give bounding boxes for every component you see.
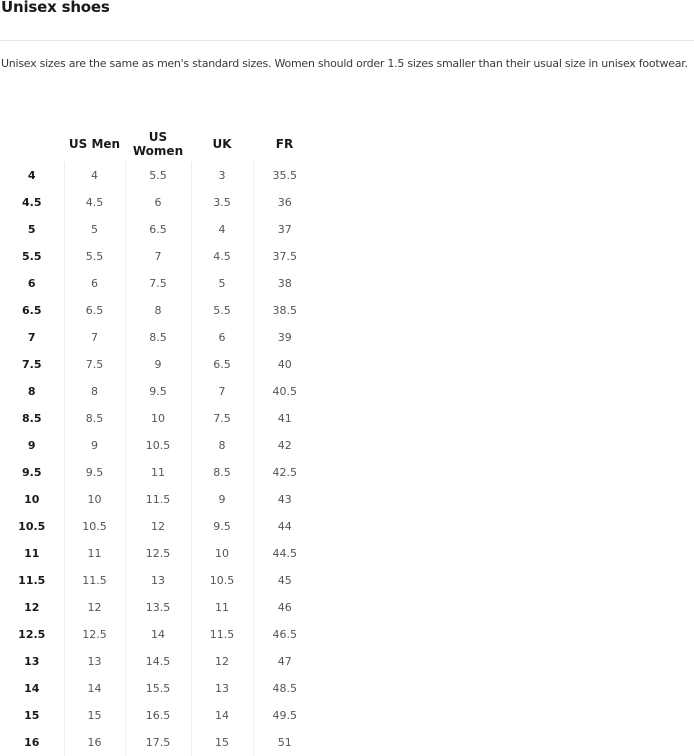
row-size-label: 8 xyxy=(27,385,36,398)
cell-uk: 12 xyxy=(191,648,253,675)
table-row xyxy=(0,459,316,486)
cell-us-men: 11 xyxy=(64,540,125,567)
header-fr: FR xyxy=(275,136,294,151)
cell-fr: 49.5 xyxy=(253,702,316,729)
cell-fr: 41 xyxy=(253,405,316,432)
row-size-label: 13 xyxy=(24,655,40,668)
cell-fr: 46.5 xyxy=(253,621,316,648)
cell-fr: 51 xyxy=(253,729,316,756)
row-size-label: 4 xyxy=(27,169,36,182)
cell-fr: 39 xyxy=(253,324,316,351)
table-row xyxy=(0,594,316,621)
row-size-label: 6 xyxy=(27,277,36,290)
row-size-label: 6.5 xyxy=(22,304,42,317)
cell-us-women: 9.5 xyxy=(125,378,191,405)
cell-us-women: 8.5 xyxy=(125,324,191,351)
row-size-label: 8.5 xyxy=(22,412,42,425)
cell-us-women: 8 xyxy=(125,297,191,324)
cell-fr: 37.5 xyxy=(253,243,316,270)
cell-fr: 35.5 xyxy=(253,162,316,189)
table-row xyxy=(0,540,316,567)
row-size-label: 14 xyxy=(24,682,40,695)
cell-us-women: 5.5 xyxy=(125,162,191,189)
cell-uk: 8 xyxy=(191,432,253,459)
cell-uk: 5 xyxy=(191,270,253,297)
cell-fr: 40.5 xyxy=(253,378,316,405)
cell-fr: 48.5 xyxy=(253,675,316,702)
row-size-label: 16 xyxy=(24,736,40,749)
cell-us-men: 10 xyxy=(64,486,125,513)
cell-us-women: 14 xyxy=(125,621,191,648)
cell-us-men: 7 xyxy=(64,324,125,351)
cell-fr: 44.5 xyxy=(253,540,316,567)
table-row xyxy=(0,324,316,351)
row-size-label: 11 xyxy=(24,547,40,560)
cell-us-men: 11.5 xyxy=(64,567,125,594)
cell-us-men: 15 xyxy=(64,702,125,729)
cell-uk: 9 xyxy=(191,486,253,513)
table-row xyxy=(0,648,316,675)
cell-uk: 6 xyxy=(191,324,253,351)
cell-us-women: 12 xyxy=(125,513,191,540)
cell-us-men: 5.5 xyxy=(64,243,125,270)
row-size-label: 5 xyxy=(27,223,36,236)
cell-uk: 10 xyxy=(191,540,253,567)
cell-us-women: 16.5 xyxy=(125,702,191,729)
header-uk: UK xyxy=(212,136,232,151)
cell-uk: 8.5 xyxy=(191,459,253,486)
row-size-label: 9.5 xyxy=(22,466,42,479)
row-size-label: 12 xyxy=(24,601,40,614)
cell-uk: 15 xyxy=(191,729,253,756)
header-us-men: US Men xyxy=(68,136,121,151)
cell-uk: 11.5 xyxy=(191,621,253,648)
cell-us-women: 12.5 xyxy=(125,540,191,567)
table-row xyxy=(0,513,316,540)
size-table xyxy=(0,125,316,756)
cell-us-women: 10 xyxy=(125,405,191,432)
cell-fr: 36 xyxy=(253,189,316,216)
table-row xyxy=(0,675,316,702)
cell-uk: 10.5 xyxy=(191,567,253,594)
cell-us-men: 4.5 xyxy=(64,189,125,216)
table-row xyxy=(0,243,316,270)
cell-us-men: 12.5 xyxy=(64,621,125,648)
table-row xyxy=(0,432,316,459)
cell-us-women: 14.5 xyxy=(125,648,191,675)
cell-us-women: 7.5 xyxy=(125,270,191,297)
row-size-label: 5.5 xyxy=(22,250,42,263)
cell-fr: 37 xyxy=(253,216,316,243)
cell-fr: 38 xyxy=(253,270,316,297)
table-row xyxy=(0,702,316,729)
cell-us-men: 8.5 xyxy=(64,405,125,432)
cell-us-women: 13.5 xyxy=(125,594,191,621)
table-row xyxy=(0,297,316,324)
cell-us-men: 7.5 xyxy=(64,351,125,378)
cell-fr: 45 xyxy=(253,567,316,594)
cell-uk: 13 xyxy=(191,675,253,702)
cell-us-women: 10.5 xyxy=(125,432,191,459)
cell-uk: 4.5 xyxy=(191,243,253,270)
cell-fr: 47 xyxy=(253,648,316,675)
row-size-label: 10.5 xyxy=(18,520,46,533)
cell-us-men: 16 xyxy=(64,729,125,756)
table-row xyxy=(0,351,316,378)
page-title: Unisex shoes xyxy=(1,0,110,16)
cell-uk: 7.5 xyxy=(191,405,253,432)
cell-us-women: 9 xyxy=(125,351,191,378)
cell-uk: 3.5 xyxy=(191,189,253,216)
cell-us-men: 14 xyxy=(64,675,125,702)
cell-uk: 7 xyxy=(191,378,253,405)
size-note: Unisex sizes are the same as men's standard sizes. Women should order 1.5 sizes smaller than their usual size in unisex footwear. xyxy=(1,57,688,70)
table-row xyxy=(0,378,316,405)
cell-us-men: 9 xyxy=(64,432,125,459)
row-size-label: 15 xyxy=(24,709,40,722)
cell-uk: 4 xyxy=(191,216,253,243)
table-row xyxy=(0,270,316,297)
cell-fr: 44 xyxy=(253,513,316,540)
row-size-label: 12.5 xyxy=(18,628,46,641)
table-row xyxy=(0,621,316,648)
cell-us-women: 7 xyxy=(125,243,191,270)
cell-us-men: 6.5 xyxy=(64,297,125,324)
table-row xyxy=(0,567,316,594)
table-row xyxy=(0,486,316,513)
cell-us-men: 12 xyxy=(64,594,125,621)
row-size-label: 10 xyxy=(24,493,40,506)
cell-fr: 42 xyxy=(253,432,316,459)
cell-us-women: 6.5 xyxy=(125,216,191,243)
table-row xyxy=(0,405,316,432)
cell-us-men: 8 xyxy=(64,378,125,405)
cell-us-men: 13 xyxy=(64,648,125,675)
table-row xyxy=(0,189,316,216)
cell-uk: 14 xyxy=(191,702,253,729)
cell-uk: 6.5 xyxy=(191,351,253,378)
cell-us-women: 11 xyxy=(125,459,191,486)
cell-fr: 42.5 xyxy=(253,459,316,486)
table-header-row xyxy=(0,125,316,162)
cell-us-women: 11.5 xyxy=(125,486,191,513)
cell-fr: 46 xyxy=(253,594,316,621)
cell-us-men: 5 xyxy=(64,216,125,243)
cell-uk: 11 xyxy=(191,594,253,621)
cell-us-men: 4 xyxy=(64,162,125,189)
row-size-label: 7.5 xyxy=(22,358,42,371)
cell-us-men: 6 xyxy=(64,270,125,297)
cell-us-men: 9.5 xyxy=(64,459,125,486)
row-size-label: 7 xyxy=(27,331,36,344)
cell-uk: 5.5 xyxy=(191,297,253,324)
cell-us-women: 13 xyxy=(125,567,191,594)
row-size-label: 11.5 xyxy=(18,574,46,587)
row-size-label: 9 xyxy=(27,439,36,452)
header-us-women: US Women xyxy=(132,129,184,158)
cell-fr: 43 xyxy=(253,486,316,513)
table-row xyxy=(0,216,316,243)
cell-us-women: 17.5 xyxy=(125,729,191,756)
divider xyxy=(0,40,694,41)
cell-uk: 9.5 xyxy=(191,513,253,540)
table-row xyxy=(0,162,316,189)
cell-us-men: 10.5 xyxy=(64,513,125,540)
cell-fr: 38.5 xyxy=(253,297,316,324)
row-size-label: 4.5 xyxy=(22,196,42,209)
cell-us-women: 15.5 xyxy=(125,675,191,702)
cell-us-women: 6 xyxy=(125,189,191,216)
cell-uk: 3 xyxy=(191,162,253,189)
header-corner xyxy=(0,125,64,162)
cell-fr: 40 xyxy=(253,351,316,378)
